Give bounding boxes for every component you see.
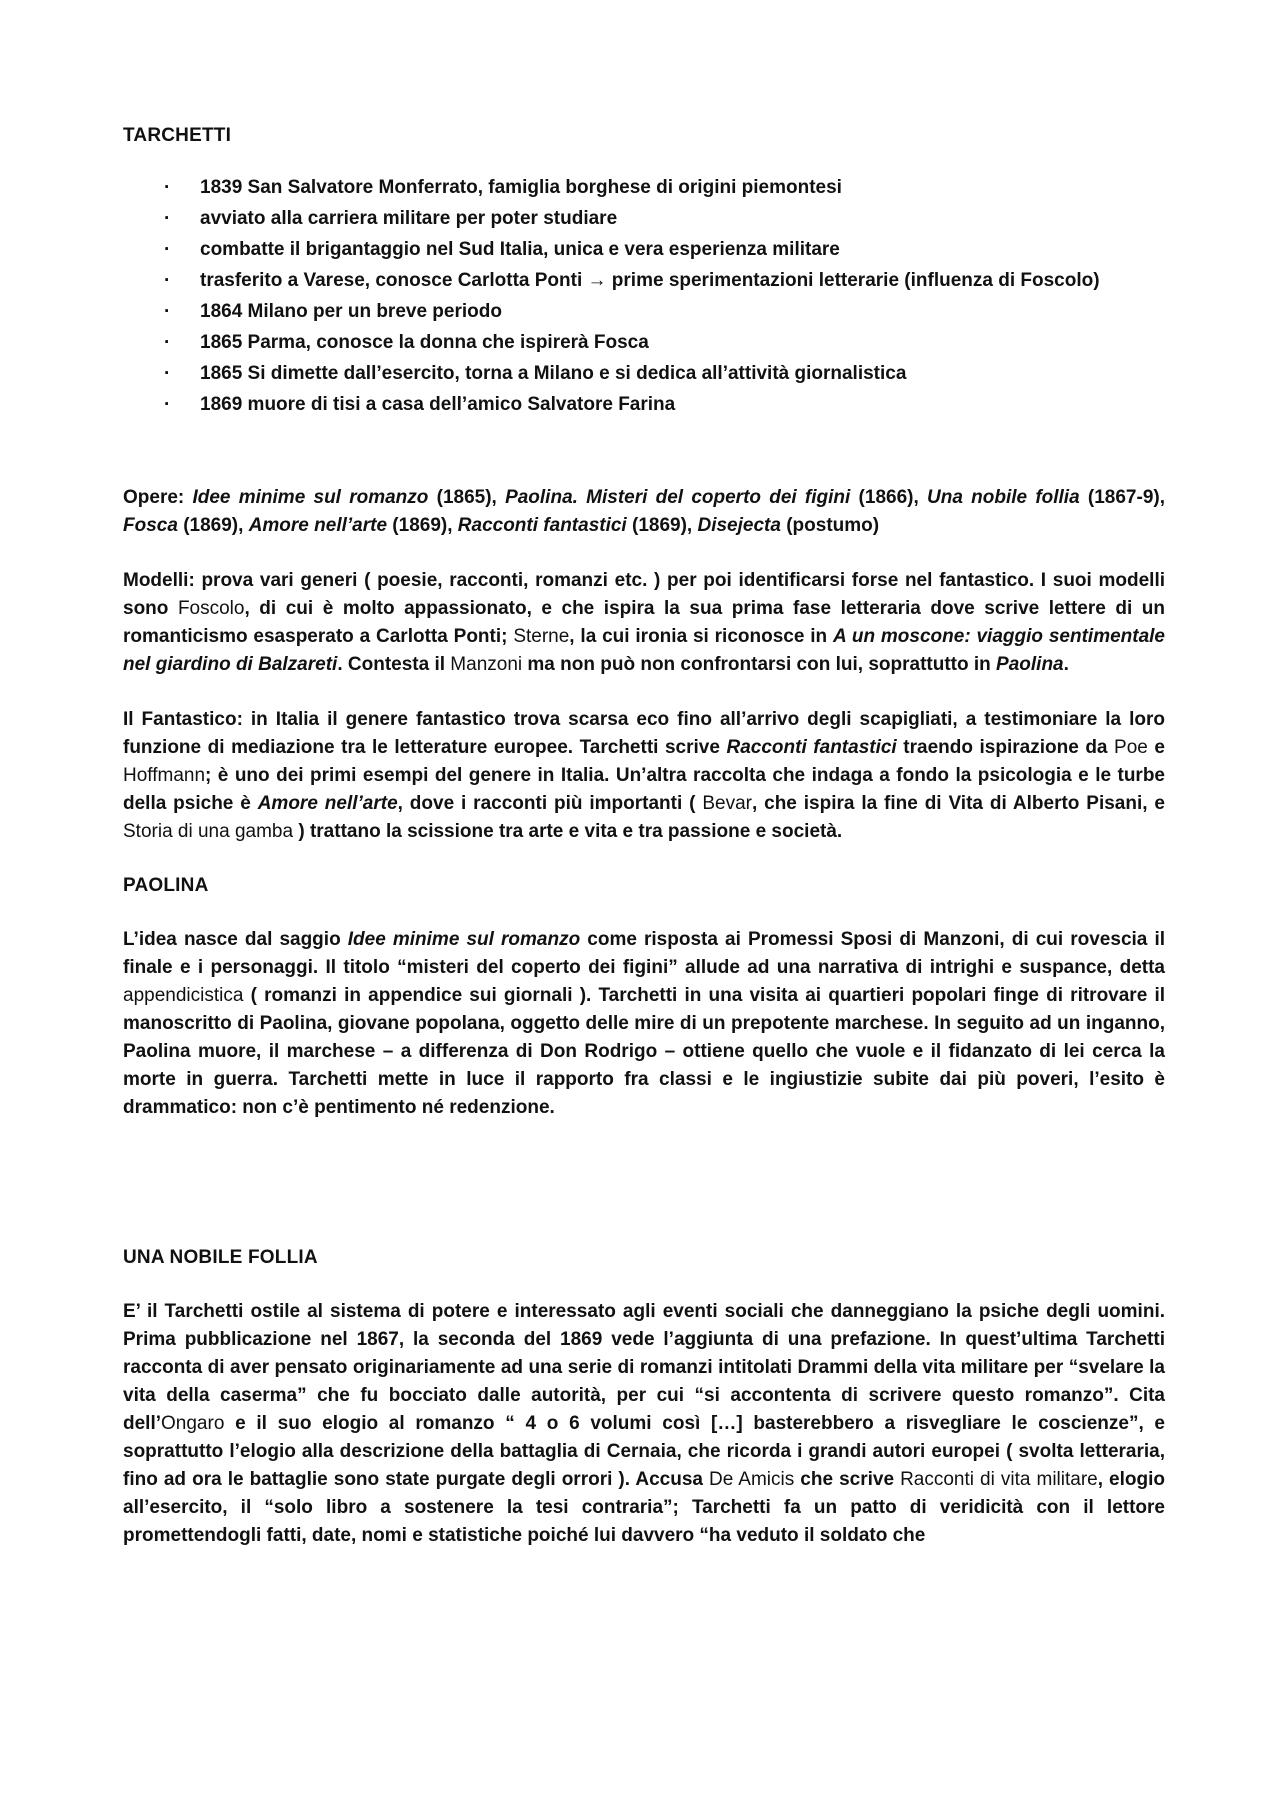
- biography-list: [123, 172, 1165, 420]
- bullet-icon: ·: [164, 208, 171, 229]
- list-item: · 1865 Si dimette dall’esercito, torna a Milano e si dedica all’attività giornalistica: [123, 358, 1165, 389]
- bullet-icon: ·: [164, 363, 171, 384]
- section-title-tarchetti: TARCHETTI: [123, 125, 232, 146]
- bullet-icon: ·: [164, 239, 171, 260]
- bullet-icon: ·: [164, 332, 171, 353]
- opere-paragraph: Opere: Idee minime sul romanzo (1865), Paolina. Misteri del coperto dei figini (1866), Una nobile follia (1867-9), Fosca (1869), Amore nell’arte (1869), Racconti fantastici (1869), Disejecta (postumo): [123, 487, 1165, 536]
- section-title-paolina: PAOLINA: [123, 875, 209, 896]
- paolina-paragraph: L’idea nasce dal saggio Idee minime sul romanzo come risposta ai Promessi Sposi di Manzoni, di cui rovescia il finale e i personaggi. Il titolo “misteri del coperto dei figini” allude ad una narrativa di intrighi e suspance, detta appendicistica ( romanzi in appendice sui giornali ). Tarchetti in una visita ai quartieri popolari finge di ritrovare il manoscritto di Paolina, giovane popolana, oggetto delle mire di un prepotente marchese. In seguito ad un inganno, Paolina muore, il marchese – a differenza di Don Rodrigo – ottiene quello che vuole e il fidanzato di lei cerca la morte in guerra. Tarchetti mette in luce il rapporto fra classi e le ingiustizie subite dai più poveri, l’esito è drammatico: non c’è pentimento né redenzione.: [123, 929, 1165, 1118]
- bullet-icon: ·: [164, 394, 171, 415]
- list-item: · 1865 Parma, conosce la donna che ispirerà Fosca: [123, 327, 1165, 358]
- list-item: · 1864 Milano per un breve periodo: [123, 296, 1165, 327]
- list-item: · combatte il brigantaggio nel Sud Italia, unica e vera esperienza militare: [123, 234, 1165, 265]
- bullet-icon: ·: [164, 177, 171, 198]
- bullet-icon: ·: [164, 270, 171, 291]
- document-page: [123, 122, 1165, 1550]
- modelli-paragraph: Modelli: prova vari generi ( poesie, racconti, romanzi etc. ) per poi identificarsi forse nel fantastico. I suoi modelli sono Foscolo, di cui è molto appassionato, e che ispira la sua prima fase letteraria dove scrive lettere di un romanticismo esasperato a Carlotta Ponti; Sterne, la cui ironia si riconosce in A un moscone: viaggio sentimentale nel giardino di Balzareti. Contesta il Manzoni ma non può non confrontarsi con lui, soprattutto in Paolina.: [123, 570, 1165, 675]
- bullet-icon: ·: [164, 301, 171, 322]
- list-item: · trasferito a Varese, conosce Carlotta Ponti → prime sperimentazioni letterarie (influenza di Foscolo): [123, 265, 1165, 296]
- list-item: · 1869 muore di tisi a casa dell’amico Salvatore Farina: [123, 389, 1165, 420]
- nobile-follia-paragraph: E’ il Tarchetti ostile al sistema di potere e interessato agli eventi sociali che danneggiano la psiche degli uomini. Prima pubblicazione nel 1867, la seconda del 1869 vede l’aggiunta di una prefazione. In quest’ultima Tarchetti racconta di aver pensato originariamente ad una serie di romanzi intitolati Drammi della vita militare per “svelare la vita della caserma” che fu bocciato dalle autorità, per cui “si accontenta di scrivere questo romanzo”. Cita dell’Ongaro e il suo elogio al romanzo “ 4 o 6 volumi così […] basterebbero a risvegliare le coscienze”, e soprattutto l’elogio alla descrizione della battaglia di Cernaia, che ricorda i grandi autori europei ( svolta letteraria, fino ad ora le battaglie sono state purgate degli orrori ). Accusa De Amicis che scrive Racconti di vita militare, elogio all’esercito, il “solo libro a sostenere la tesi contraria”; Tarchetti fa un patto di veridicità con il lettore promettendogli fatti, date, nomi e statistiche poiché lui davvero “ha veduto il soldato che: [123, 1301, 1166, 1546]
- list-item: · avviato alla carriera militare per poter studiare: [123, 203, 1165, 234]
- section-title-nobile-follia: UNA NOBILE FOLLIA: [123, 1247, 318, 1268]
- fantastico-paragraph: Il Fantastico: in Italia il genere fantastico trova scarsa eco fino all’arrivo degli scapigliati, a testimoniare la loro funzione di mediazione tra le letterature europee. Tarchetti scrive Racconti fantastici traendo ispirazione da Poe e Hoffmann; è uno dei primi esempi del genere in Italia. Un’altra raccolta che indaga a fondo la psicologia e le turbe della psiche è Amore nell’arte, dove i racconti più importanti ( Bevar, che ispira la fine di Vita di Alberto Pisani, e Storia di una gamba ) trattano la scissione tra arte e vita e tra passione e società.: [123, 709, 1165, 842]
- list-item: · 1839 San Salvatore Monferrato, famiglia borghese di origini piemontesi: [123, 172, 1165, 203]
